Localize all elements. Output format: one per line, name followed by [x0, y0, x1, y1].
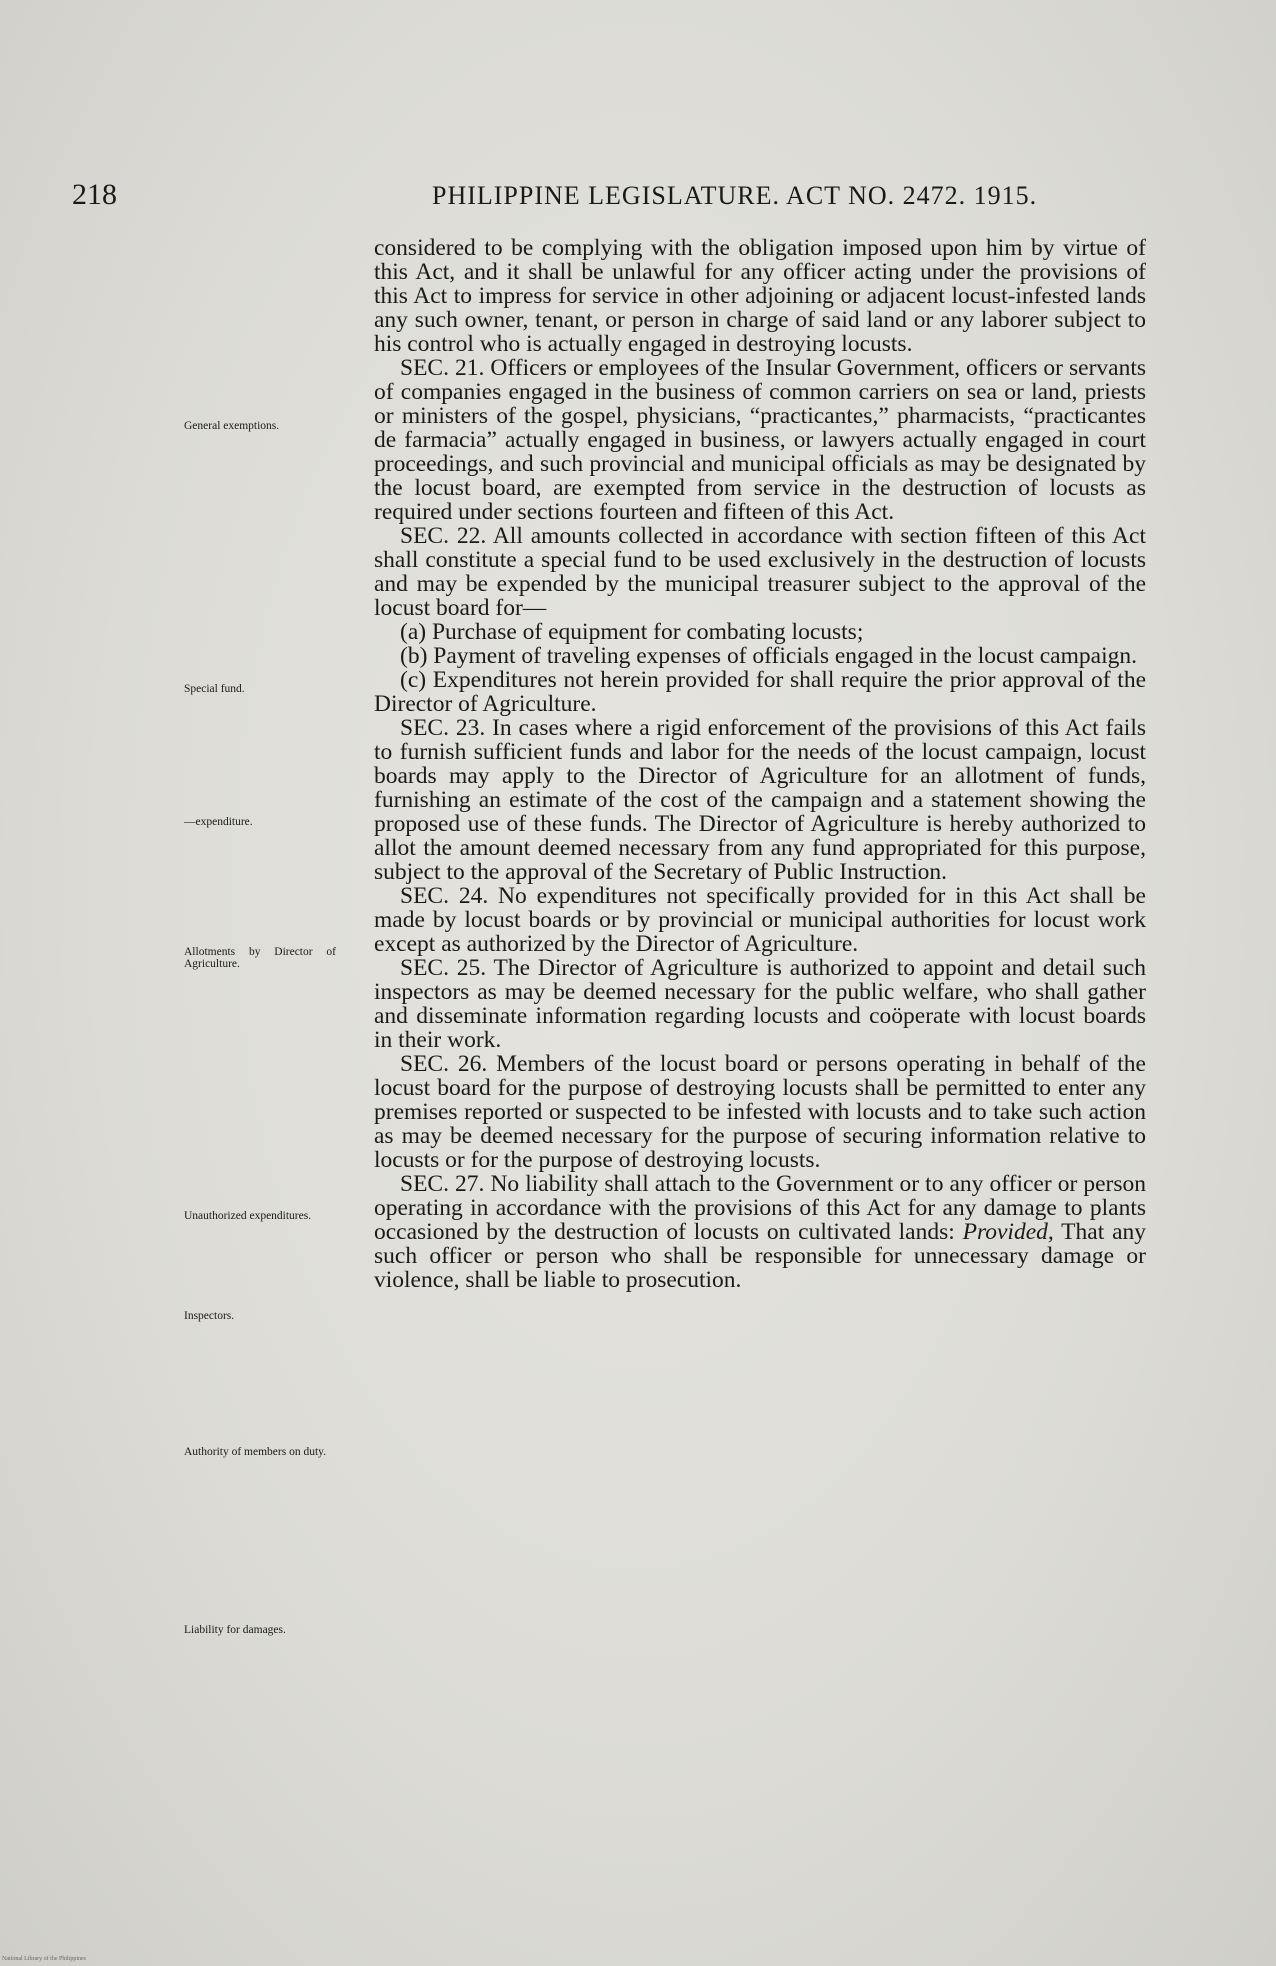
body-text — [374, 236, 1146, 1292]
margin-note-inspectors: Inspectors. — [184, 1310, 235, 1322]
section-25: SEC. 25. The Director of Agriculture is authorized to appoint and detail such inspectors as may be deemed necessary for the public welfare, who shall gather and disseminate information regarding locusts and coöperate with locust boards in their work. — [374, 955, 1146, 1053]
section-24: SEC. 24. No expenditures not specifically provided for in this Act shall be made by locust boards or by provincial or municipal authorities for locust work except as authorized by the Director of Agriculture. — [374, 883, 1146, 957]
section-23: SEC. 23. In cases where a rigid enforcement of the provisions of this Act fails to furnish sufficient funds and labor for the needs of the locust campaign, locust boards may apply to the Director of Agriculture for an allotment of funds, furnishing an estimate of the cost of the campaign and a statement showing the proposed use of these funds. The Director of Agriculture is hereby authorized to allot the amount deemed necessary from any fund appropriated for this purpose, subject to the approval of the Secretary of Public Instruction. — [374, 715, 1146, 885]
scan-credit: National Library of the Philippines — [2, 1956, 86, 1962]
clause-c: (c) Expenditures not herein provided for shall require the prior approval of the Director of Agriculture. — [374, 667, 1146, 717]
section-27-proviso: Provided, — [962, 1219, 1054, 1245]
section-27-text-before: SEC. 27. No liability shall attach to the Government or to any officer or person operating in accordance with the provisions of this Act for any damage to plants occasioned by the destruction of locusts on cultivated lands: — [374, 1171, 1146, 1245]
section-26: SEC. 26. Members of the locust board or persons operating in behalf of the locust board for the purpose of destroying locusts shall be permitted to enter any premises reported or suspected to be infested with locusts and to take such action as may be deemed necessary for the purpose of securing information relative to locusts or for the purpose of destroying locusts. — [374, 1051, 1146, 1173]
margin-note-authority-members: Authority of members on duty. — [184, 1446, 327, 1458]
margin-note-expenditure: —expenditure. — [184, 816, 253, 828]
margin-note-unauthorized-expenditures: Unauthorized expenditures. — [184, 1210, 312, 1222]
margin-note-special-fund: Special fund. — [184, 683, 245, 695]
section-27-text-after: That any such officer or person who shall be responsible for unnecessary damage or violence, shall be liable to prosecution. — [374, 1219, 1147, 1293]
running-head: PHILIPPINE LEGISLATURE. ACT NO. 2472. 1915. — [432, 181, 1038, 210]
margin-note-liability: Liability for damages. — [184, 1624, 286, 1636]
margin-note-general-exemptions: General exemptions. — [184, 420, 280, 432]
margin-note-allotments: Allotments by Director of Agriculture. — [184, 946, 336, 970]
section-27 — [374, 1172, 1146, 1292]
clause-a: (a) Purchase of equipment for combating locusts; — [400, 619, 864, 645]
section-21: SEC. 21. Officers or employees of the Insular Government, officers or servants of companies engaged in the business of common carriers on sea or land, priests or ministers of the gospel, physicians, “practicantes,” pharmacists, “practicantes de farmacia” actually engaged in business, or lawyers actually engaged in court proceedings, and such provincial and municipal officials as may be designated by the locust board, are exempted from service in the destruction of locusts as required under sections fourteen and fifteen of this Act. — [374, 355, 1146, 525]
clause-b: (b) Payment of traveling expenses of officials engaged in the locust campaign. — [400, 643, 1137, 669]
page-number: 218 — [72, 178, 117, 211]
section-22: SEC. 22. All amounts collected in accordance with section fifteen of this Act shall constitute a special fund to be used exclusively in the destruction of locusts and may be expended by the municipal treasurer subject to the approval of the locust board for— — [374, 523, 1146, 621]
paragraph-continuation: considered to be complying with the obligation imposed upon him by virtue of this Act, and it shall be unlawful for any officer acting under the provisions of this Act to impress for service in other adjoining or adjacent locust-infested lands any such owner, tenant, or person in charge of said land or any laborer subject to his control who is actually engaged in destroying locusts. — [374, 235, 1146, 357]
